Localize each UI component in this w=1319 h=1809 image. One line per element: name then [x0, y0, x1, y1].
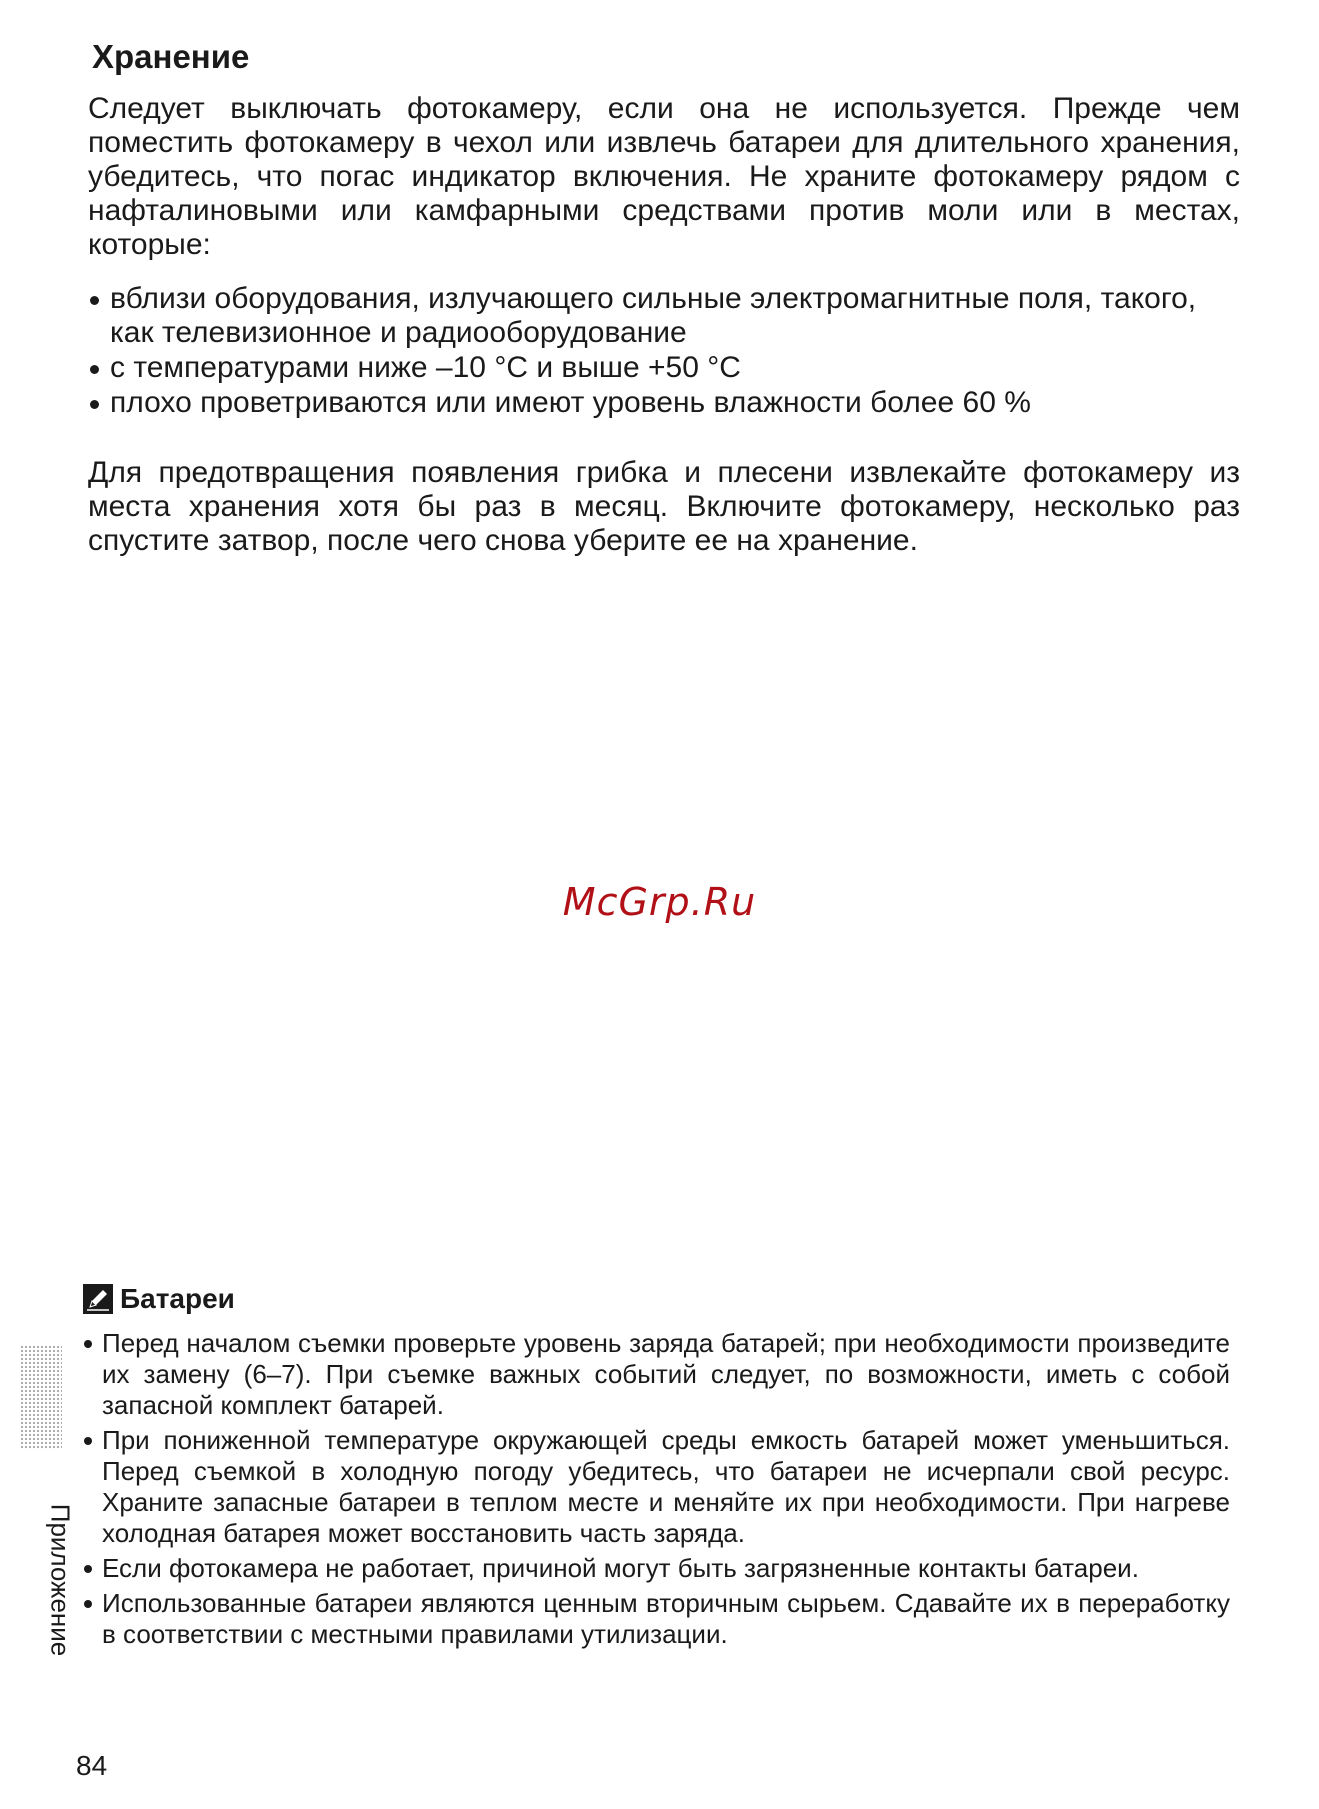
mold-prevention-paragraph: Для предотвращения появления грибка и плесени извлекайте фотокамеру из места хранения хотя бы раз в месяц. Включите фотокамеру, несколько раз спустите затвор, после чего снова уберите ее на хранение.: [88, 456, 1240, 557]
list-item: вблизи оборудования, излучающего сильные электромагнитные поля, такого, как телевизионное и радиооборудование: [88, 282, 1240, 350]
section-title: Хранение: [92, 38, 250, 75]
note-pencil-icon: [82, 1283, 114, 1315]
list-item: Если фотокамера не работает, причиной могут быть загрязненные контакты батареи.: [82, 1553, 1230, 1584]
list-item: Перед началом съемки проверьте уровень заряда батарей; при необходимости произведите их замену (6–7). При съемке важных событий следует, по возможности, иметь с собой запасной комплект батарей.: [82, 1328, 1230, 1421]
page-number: 84: [76, 1750, 108, 1781]
list-item: При пониженной температуре окружающей среды емкость батарей может уменьшиться. Перед съемкой в холодную погоду убедитесь, что батареи не исчерпали свой ресурс. Храните запасные батареи в теплом месте и меняйте их при необходимости. При нагреве холодная батарея может восстановить часть заряда.: [82, 1425, 1230, 1549]
side-section-label: Приложение: [45, 1503, 76, 1657]
battery-note-header: [82, 1283, 235, 1315]
watermark: McGrp.Ru: [562, 880, 757, 924]
battery-note-title: Батареи: [120, 1283, 235, 1314]
storage-conditions-list: [88, 282, 1240, 421]
intro-paragraph: Следует выключать фотокамеру, если она не используется. Прежде чем поместить фотокамеру в чехол или извлечь батареи для длительного хранения, убедитесь, что погас индикатор включения. Не храните фотокамеру рядом с нафталиновыми или камфарными средствами против моли или в местах, которые:: [88, 92, 1240, 261]
list-item: с температурами ниже –10 °C и выше +50 °C: [88, 351, 1240, 385]
battery-note-list: [82, 1328, 1230, 1654]
list-item: плохо проветриваются или имеют уровень влажности более 60 %: [88, 386, 1240, 420]
list-item: Использованные батареи являются ценным вторичным сырьем. Сдавайте их в переработку в соответствии с местными правилами утилизации.: [82, 1588, 1230, 1650]
side-tab-marker: [20, 1345, 62, 1450]
